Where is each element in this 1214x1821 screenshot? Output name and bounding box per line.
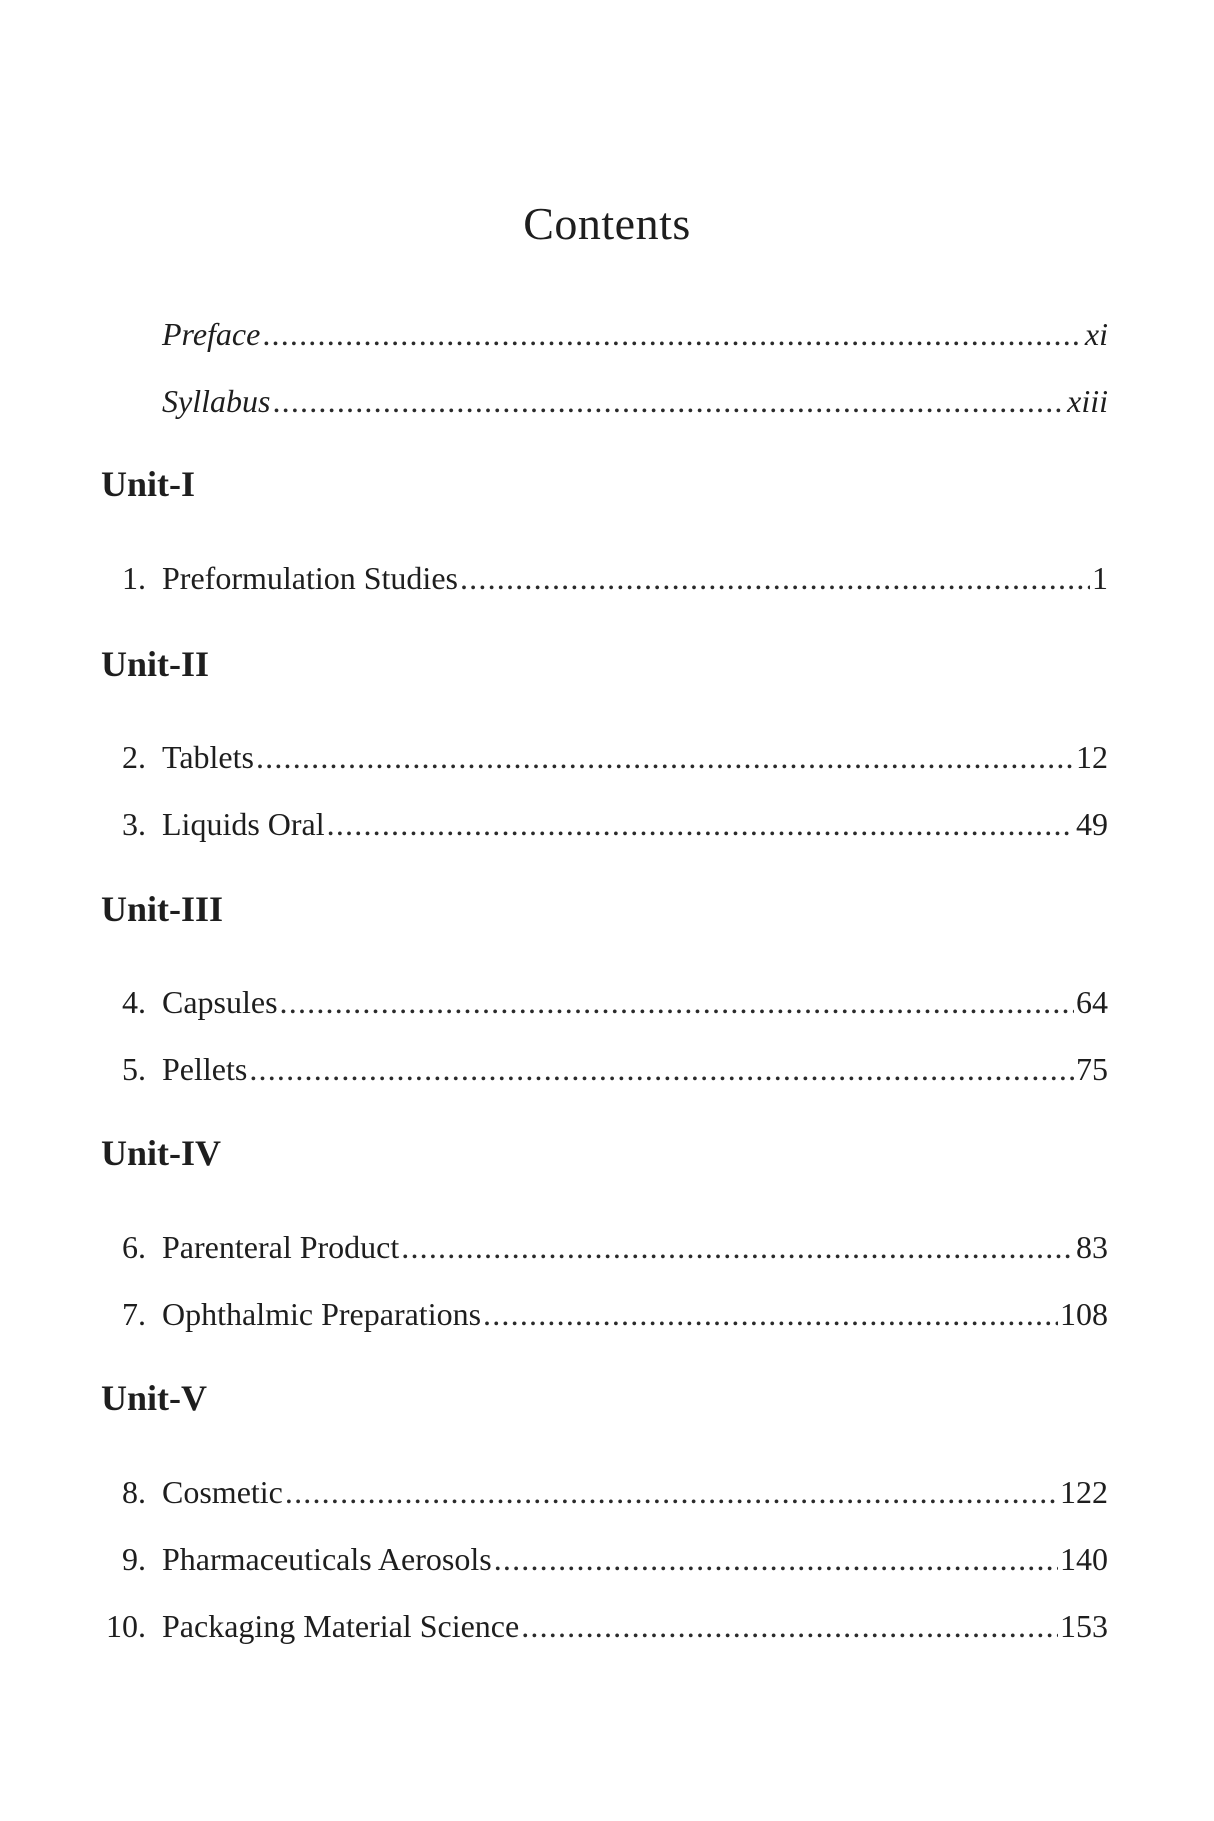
toc-entry-page: xiii bbox=[1067, 383, 1108, 419]
chapter-number: 9. bbox=[122, 1541, 146, 1577]
toc-entry-page: 140 bbox=[1060, 1541, 1108, 1577]
toc-entry-chapter-4[interactable] bbox=[100, 980, 1108, 1024]
toc-entry-chapter-10[interactable] bbox=[100, 1604, 1108, 1648]
toc-entry-syllabus[interactable] bbox=[100, 379, 1108, 423]
toc-entry-page: 75 bbox=[1076, 1051, 1108, 1087]
toc-entry-label: Parenteral Product bbox=[162, 1229, 400, 1265]
unit-heading: Unit-II bbox=[101, 644, 210, 684]
toc-entry-label: Syllabus bbox=[162, 383, 271, 419]
toc-entry-page: 108 bbox=[1060, 1296, 1108, 1332]
toc-entry-label: Ophthalmic Preparations bbox=[162, 1296, 482, 1332]
toc-entry-preface[interactable] bbox=[100, 312, 1108, 356]
toc-entry-page: 49 bbox=[1076, 806, 1108, 842]
toc-entry-chapter-3[interactable] bbox=[100, 802, 1108, 846]
toc-entry-chapter-9[interactable] bbox=[100, 1537, 1108, 1581]
toc-entry-label: Preformulation Studies bbox=[162, 560, 458, 596]
chapter-number: 7. bbox=[122, 1296, 146, 1332]
toc-entry-chapter-5[interactable] bbox=[100, 1047, 1108, 1091]
chapter-number: 8. bbox=[122, 1474, 146, 1510]
toc-entry-page: 1 bbox=[1092, 560, 1108, 596]
leader-dots bbox=[327, 802, 1074, 846]
chapter-number: 1. bbox=[122, 560, 146, 596]
toc-entry-label: Liquids Oral bbox=[162, 806, 325, 842]
toc-entry-chapter-1[interactable] bbox=[100, 556, 1108, 600]
chapter-number: 10. bbox=[106, 1608, 146, 1644]
toc-entry-label: Tablets bbox=[162, 739, 254, 775]
unit-heading: Unit-I bbox=[101, 464, 196, 504]
leader-dots bbox=[460, 556, 1090, 600]
chapter-number: 4. bbox=[122, 984, 146, 1020]
toc-entry-label: Pharmaceuticals Aerosols bbox=[162, 1541, 492, 1577]
unit-heading: Unit-V bbox=[101, 1378, 207, 1418]
unit-heading: Unit-IV bbox=[101, 1133, 222, 1173]
leader-dots bbox=[285, 1470, 1058, 1514]
toc-entry-page: 64 bbox=[1076, 984, 1108, 1020]
toc-entry-chapter-8[interactable] bbox=[100, 1470, 1108, 1514]
toc-entry-chapter-6[interactable] bbox=[100, 1225, 1108, 1269]
toc-entry-label: Packaging Material Science bbox=[162, 1608, 520, 1644]
leader-dots bbox=[483, 1292, 1058, 1336]
toc-entry-page: 122 bbox=[1060, 1474, 1108, 1510]
leader-dots bbox=[256, 735, 1074, 779]
toc-entry-page: xi bbox=[1084, 316, 1108, 352]
toc-entry-label: Cosmetic bbox=[162, 1474, 283, 1510]
toc-entry-label: Capsules bbox=[162, 984, 278, 1020]
toc-entry-page: 83 bbox=[1076, 1229, 1108, 1265]
leader-dots bbox=[280, 980, 1074, 1024]
leader-dots bbox=[272, 379, 1065, 423]
unit-heading: Unit-III bbox=[101, 889, 224, 929]
leader-dots bbox=[401, 1225, 1074, 1269]
page-title: Contents bbox=[523, 198, 691, 249]
leader-dots bbox=[262, 312, 1083, 356]
leader-dots bbox=[249, 1047, 1074, 1091]
toc-entry-page: 153 bbox=[1060, 1608, 1108, 1644]
chapter-number: 3. bbox=[122, 806, 146, 842]
leader-dots bbox=[521, 1604, 1058, 1648]
toc-entry-page: 12 bbox=[1076, 739, 1108, 775]
leader-dots bbox=[494, 1537, 1058, 1581]
chapter-number: 5. bbox=[122, 1051, 146, 1087]
toc-entry-chapter-7[interactable] bbox=[100, 1292, 1108, 1336]
toc-entry-label: Pellets bbox=[162, 1051, 248, 1087]
chapter-number: 2. bbox=[122, 739, 146, 775]
toc-entry-label: Preface bbox=[162, 316, 261, 352]
toc-entry-chapter-2[interactable] bbox=[100, 735, 1108, 779]
chapter-number: 6. bbox=[122, 1229, 146, 1265]
